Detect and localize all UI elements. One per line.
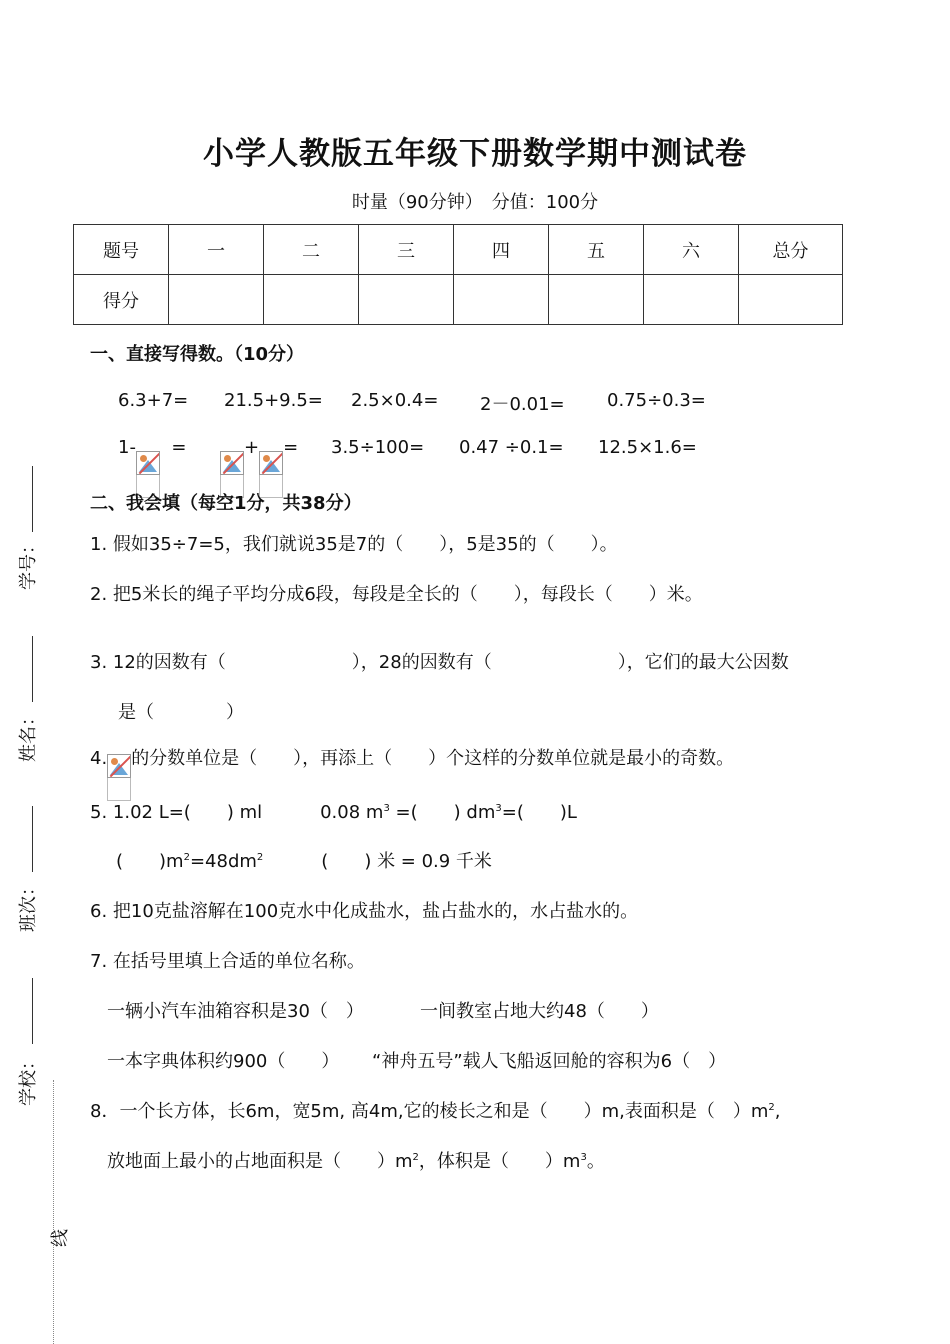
section1-heading: 一、直接写得数。（10分） <box>90 344 305 365</box>
question-4-text: 的分数单位是（ ），再添上（ ）个这样的分数单位就是最小的奇数。 <box>131 748 735 769</box>
question-5-line1 <box>90 798 577 824</box>
superscript: 3 <box>495 803 502 814</box>
name-label: 姓名： <box>18 708 39 762</box>
superscript: 3 <box>580 1152 587 1163</box>
cut-mark: 线 <box>50 1229 71 1247</box>
student-id-label: 学号： <box>18 536 39 590</box>
school-line <box>32 978 33 1044</box>
score-header-cell: 总分 <box>739 225 843 275</box>
question-7d: “神舟五号”载人飞船返回舱的容积为6（ ） <box>372 1051 727 1072</box>
calc-item: 21.5+9.5= <box>224 390 323 411</box>
score-header-cell: 二 <box>264 225 359 275</box>
score-table-score-row <box>74 275 843 325</box>
question-8b: 放地面上最小的占地面积是（ ）m <box>107 1151 413 1172</box>
question-2: 2. 把5米长的绳子平均分成6段，每段是全长的（ ），每段长（ ）米。 <box>90 584 703 605</box>
question-1: 1. 假如35÷7=5，我们就说35是7的（ ），5是35的（ ）。 <box>90 534 618 555</box>
calc-plus: + <box>244 437 260 458</box>
score-cell[interactable] <box>359 275 454 325</box>
question-8d: 。 <box>586 1151 605 1172</box>
calc-suffix: = <box>283 437 299 458</box>
question-8c: ，体积是（ ）m <box>418 1151 581 1172</box>
score-header-cell: 四 <box>454 225 549 275</box>
score-cell[interactable] <box>454 275 549 325</box>
score-row-label: 得分 <box>74 275 169 325</box>
question-7a: 一辆小汽车油箱容积是30（ ） <box>107 1001 364 1022</box>
question-8a-end: , <box>774 1101 781 1122</box>
score-table <box>73 224 843 325</box>
cut-line <box>53 1080 54 1344</box>
page-subtitle: 时量（90分钟） 分值：100分 <box>351 192 599 213</box>
question-7c: 一本字典体积约900（ ） <box>107 1051 340 1072</box>
question-7b: 一间教室占地大约48（ ） <box>420 1001 659 1022</box>
school-label: 学校： <box>18 1052 39 1106</box>
question-5e: ( )m <box>116 851 184 872</box>
fraction-image-icon <box>107 754 131 801</box>
calc-item: 2－0.01= <box>480 394 565 415</box>
name-line <box>32 636 33 702</box>
question-8-line2 <box>107 1147 605 1173</box>
class-label: 班次： <box>18 878 39 932</box>
question-5b: 0.08 m <box>320 802 384 823</box>
page-title: 小学人教版五年级下册数学期中测试卷 <box>203 136 747 172</box>
question-5d: =( )L <box>501 802 577 823</box>
calc-item: 0.75÷0.3= <box>607 390 706 411</box>
question-3-cont: 是（ ） <box>118 702 244 723</box>
question-8a: 8．一个长方体，长6m，宽5m, 高4m,它的棱长之和是（ ）m,表面积是（ ）m <box>90 1101 769 1122</box>
question-8-line1 <box>90 1097 780 1123</box>
student-id-line <box>32 466 33 532</box>
calc-item: 2.5×0.4= <box>351 390 439 411</box>
superscript: 2 <box>256 852 264 863</box>
score-header-cell: 五 <box>549 225 644 275</box>
score-header-cell: 题号 <box>74 225 169 275</box>
class-line <box>32 806 33 872</box>
superscript: 2 <box>183 852 190 863</box>
question-3: 3. 12的因数有（ ），28的因数有（ ），它们的最大公因数 <box>90 652 789 673</box>
calc-item: 3.5÷100= <box>331 437 425 458</box>
question-6: 6. 把10克盐溶解在100克水中化成盐水，盐占盐水的，水占盐水的。 <box>90 901 639 922</box>
question-4-number: 4. <box>90 748 108 769</box>
calc-suffix: = <box>171 437 187 458</box>
superscript: 2 <box>768 1102 775 1113</box>
calc-item: 6.3+7= <box>118 390 189 411</box>
score-cell[interactable] <box>549 275 644 325</box>
score-table-header-row <box>74 225 843 275</box>
score-header-cell: 一 <box>169 225 264 275</box>
score-header-cell: 三 <box>359 225 454 275</box>
question-5f: =48dm <box>189 851 257 872</box>
calc-item: 12.5×1.6= <box>598 437 697 458</box>
question-5-line2 <box>116 847 492 873</box>
question-5a: 5. 1.02 L=( ) ml <box>90 802 263 823</box>
score-cell[interactable] <box>739 275 843 325</box>
score-cell[interactable] <box>169 275 264 325</box>
superscript: 3 <box>383 803 390 814</box>
score-cell[interactable] <box>644 275 739 325</box>
calc-item: 0.47 ÷0.1= <box>459 437 564 458</box>
score-cell[interactable] <box>264 275 359 325</box>
question-7: 7. 在括号里填上合适的单位名称。 <box>90 951 365 972</box>
section2-heading: 二、我会填（每空1分，共38分） <box>90 493 362 514</box>
question-4 <box>90 744 734 801</box>
score-header-cell: 六 <box>644 225 739 275</box>
question-5g: ( ) 米 = 0.9 千米 <box>321 851 492 872</box>
superscript: 2 <box>412 1152 419 1163</box>
calc-prefix: 1- <box>118 437 136 458</box>
question-5c: =( ) dm <box>389 802 496 823</box>
